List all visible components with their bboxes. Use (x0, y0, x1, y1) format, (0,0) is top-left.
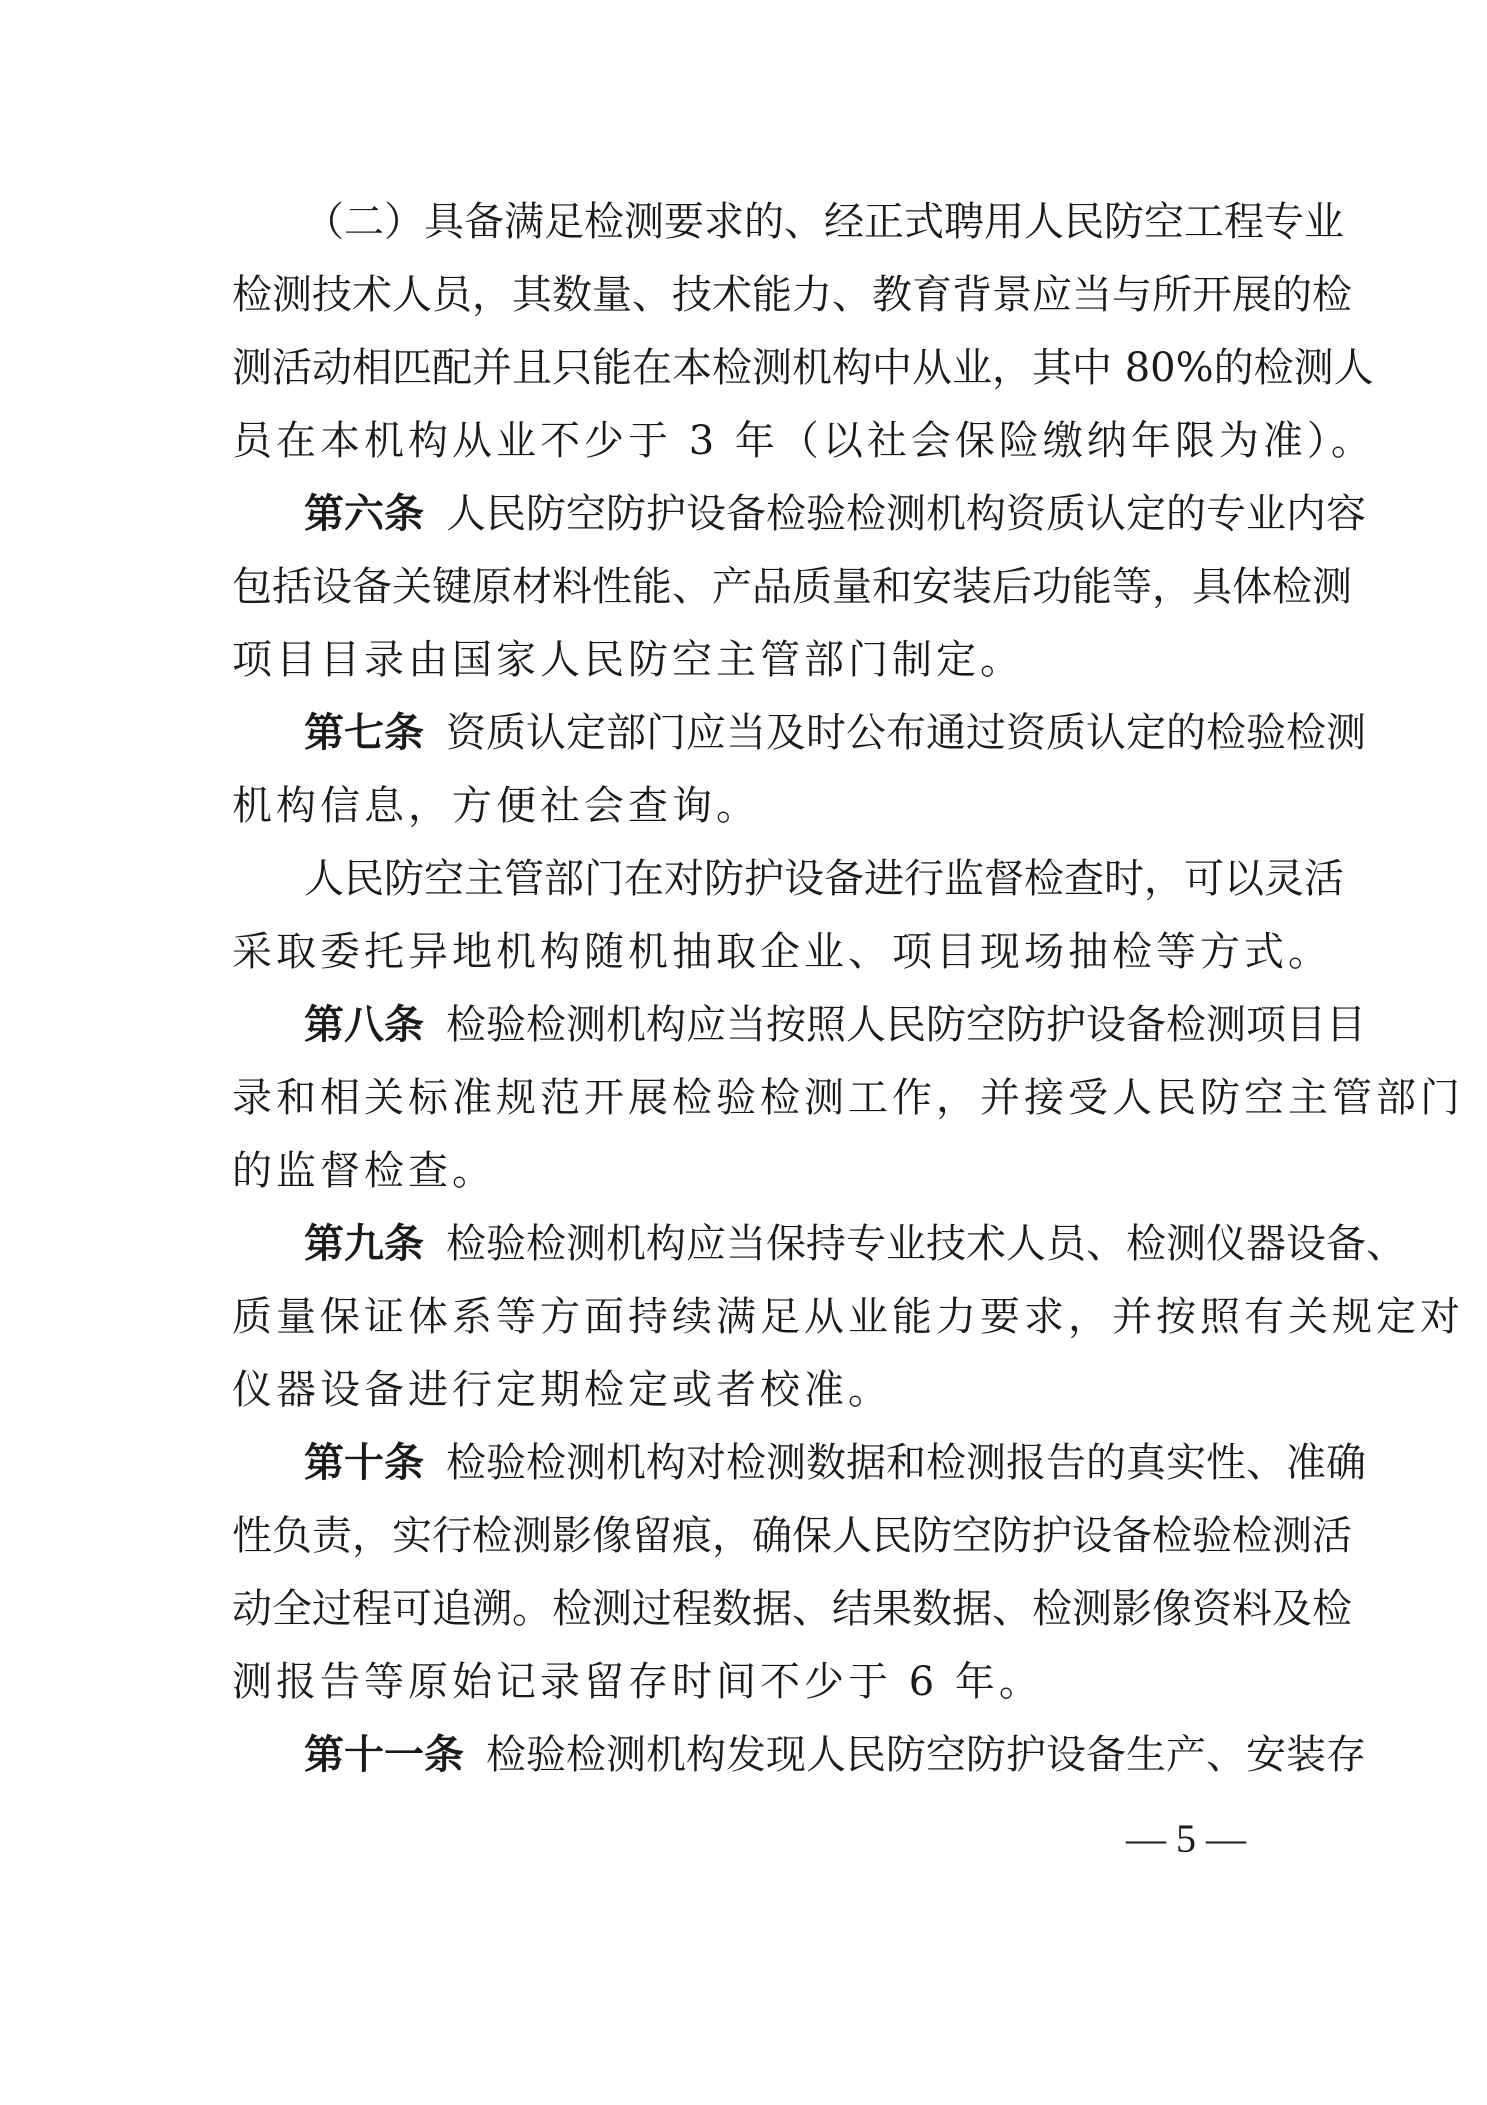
article-6-line-2: 包括设备关键原材料性能、产品质量和安装后功能等，具体检测 (232, 564, 1352, 610)
article-8-text-1: 检验检测机构应当按照人民防空防护设备检测项目目 (446, 1002, 1366, 1048)
article-7-heading: 第七条 (304, 710, 424, 756)
article-10-line-4: 测报告等原始记录留存时间不少于 6 年。 (232, 1659, 1043, 1705)
article-6-heading: 第六条 (304, 491, 424, 537)
article-6-line-1 (304, 490, 1366, 538)
article-9-line-3: 仪器设备进行定期检定或者校准。 (232, 1367, 892, 1413)
article-10-line-3: 动全过程可追溯。检测过程数据、结果数据、检测影像资料及检 (232, 1586, 1352, 1632)
article-7-text-1: 资质认定部门应当及时公布通过资质认定的检验检测 (446, 710, 1366, 756)
article-10-line-2: 性负责，实行检测影像留痕，确保人民防空防护设备检验检测活 (232, 1513, 1352, 1559)
article-8-line-2: 录和相关标准规范开展检验检测工作，并接受人民防空主管部门 (232, 1075, 1464, 1121)
article-6-line-3: 项目目录由国家人民防空主管部门制定。 (232, 637, 1024, 683)
paragraph-1-line-3: 测活动相匹配并且只能在本检测机构中从业，其中 80%的检测人 (232, 345, 1374, 391)
article-10-text-1: 检验检测机构对检测数据和检测报告的真实性、准确 (446, 1440, 1366, 1486)
article-7-line-2: 机构信息，方便社会查询。 (232, 783, 760, 829)
article-6-text-1: 人民防空防护设备检验检测机构资质认定的专业内容 (446, 491, 1366, 537)
article-10-line-1 (304, 1439, 1366, 1487)
article-7-line-1 (304, 709, 1366, 757)
article-9-heading: 第九条 (304, 1221, 424, 1267)
paragraph-1-line-4: 员在本机构从业不少于 3 年（以社会保险缴纳年限为准）。 (232, 418, 1375, 464)
paragraph-4-line-1: 人民防空主管部门在对防护设备进行监督检查时，可以灵活 (304, 856, 1344, 902)
article-8-line-1 (304, 1001, 1366, 1049)
article-11-heading: 第十一条 (304, 1732, 464, 1778)
paragraph-1-line-1: （二）具备满足检测要求的、经正式聘用人民防空工程专业 (304, 199, 1344, 245)
article-8-heading: 第八条 (304, 1002, 424, 1048)
article-11-text-1: 检验检测机构发现人民防空防护设备生产、安装存 (486, 1732, 1366, 1778)
article-9-text-1: 检验检测机构应当保持专业技术人员、检测仪器设备、 (446, 1221, 1406, 1267)
article-8-line-3: 的监督检查。 (232, 1148, 496, 1194)
page-number: — 5 — (1126, 1816, 1246, 1861)
article-10-heading: 第十条 (304, 1440, 424, 1486)
article-11-line-1 (304, 1731, 1366, 1779)
paragraph-1-line-2: 检测技术人员，其数量、技术能力、教育背景应当与所开展的检 (232, 272, 1352, 318)
article-9-line-1 (304, 1220, 1406, 1268)
paragraph-4-line-2: 采取委托异地机构随机抽取企业、项目现场抽检等方式。 (232, 929, 1332, 975)
article-9-line-2: 质量保证体系等方面持续满足从业能力要求，并按照有关规定对 (232, 1294, 1464, 1340)
